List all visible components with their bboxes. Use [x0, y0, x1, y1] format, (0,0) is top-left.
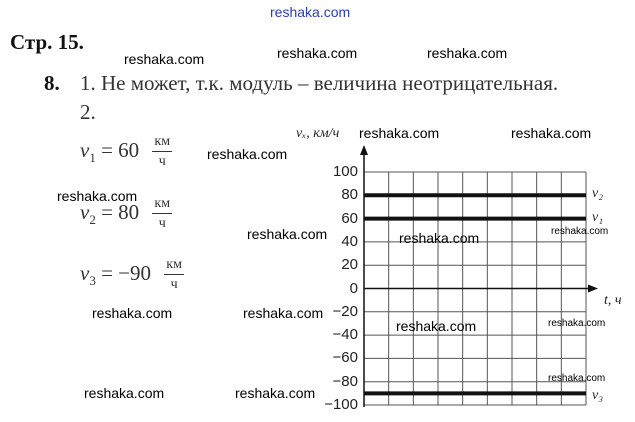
y-tick-label: 60 — [341, 209, 358, 227]
x-axis-label: t, ч — [604, 293, 622, 308]
unit-numerator: км — [164, 257, 184, 275]
watermark: reshaka.com — [396, 318, 477, 334]
y-axis-label: vₓ, км/ч — [296, 126, 340, 141]
formula-value: = 60 — [101, 137, 140, 162]
y-axis-arrow — [360, 145, 368, 155]
watermark: reshaka.com — [548, 373, 606, 384]
formula-var: v — [80, 137, 90, 162]
x-axis-arrow — [588, 285, 598, 293]
watermark: reshaka.com — [92, 305, 173, 321]
chart-axes — [360, 145, 598, 407]
page-title: Стр. 15. — [10, 30, 84, 54]
formula-var: v — [80, 199, 90, 224]
formula-var: v — [80, 260, 90, 285]
y-tick-label: 20 — [341, 256, 358, 274]
watermark: reshaka.com — [57, 188, 138, 204]
watermark: reshaka.com — [551, 226, 609, 237]
y-tick-label: 0 — [349, 279, 358, 297]
watermark: reshaka.com — [124, 51, 205, 67]
unit-denominator: ч — [158, 216, 166, 231]
y-tick-label: −20 — [332, 302, 358, 320]
formula-value: = −90 — [101, 260, 152, 285]
watermark: reshaka.com — [235, 385, 316, 401]
unit-denominator: ч — [158, 154, 166, 169]
formula-value: = 80 — [101, 199, 140, 224]
unit-numerator: км — [152, 196, 172, 214]
task-item-1: 1. Не может, т.к. модуль – величина неотрицательная. — [80, 71, 559, 95]
y-tick-label: −60 — [332, 349, 358, 367]
watermark: reshaka.com — [427, 45, 508, 61]
y-tick-label: −100 — [324, 396, 358, 413]
watermark: reshaka.com — [84, 385, 165, 401]
watermark: reshaka.com — [548, 318, 606, 329]
task-number: 8. — [44, 71, 60, 95]
watermark: reshaka.com — [277, 45, 358, 61]
formula-sub: 2 — [89, 212, 96, 227]
unit-numerator: км — [152, 134, 172, 152]
watermark: reshaka.com — [399, 230, 480, 246]
y-tick-label: 100 — [332, 163, 358, 180]
y-tick-label: −80 — [332, 372, 358, 390]
watermark-top: reshaka.com — [270, 4, 351, 20]
watermark: reshaka.com — [207, 146, 288, 162]
series-label-v3: v₃ — [592, 388, 604, 403]
task-item-2: 2. — [80, 100, 96, 124]
watermark: reshaka.com — [243, 305, 324, 321]
series-label-v1: v₁ — [592, 210, 604, 225]
watermark: reshaka.com — [359, 125, 440, 141]
y-tick-label: −40 — [332, 326, 358, 344]
watermark: reshaka.com — [247, 226, 328, 242]
y-tick-label: 40 — [341, 232, 358, 250]
unit-denominator: ч — [170, 277, 178, 292]
formula-sub: 1 — [89, 150, 96, 165]
chart-series — [364, 195, 586, 393]
series-label-v2: v₂ — [592, 186, 604, 201]
watermark: reshaka.com — [511, 125, 592, 141]
y-tick-label: 80 — [341, 186, 358, 204]
formula-sub: 3 — [89, 273, 96, 288]
